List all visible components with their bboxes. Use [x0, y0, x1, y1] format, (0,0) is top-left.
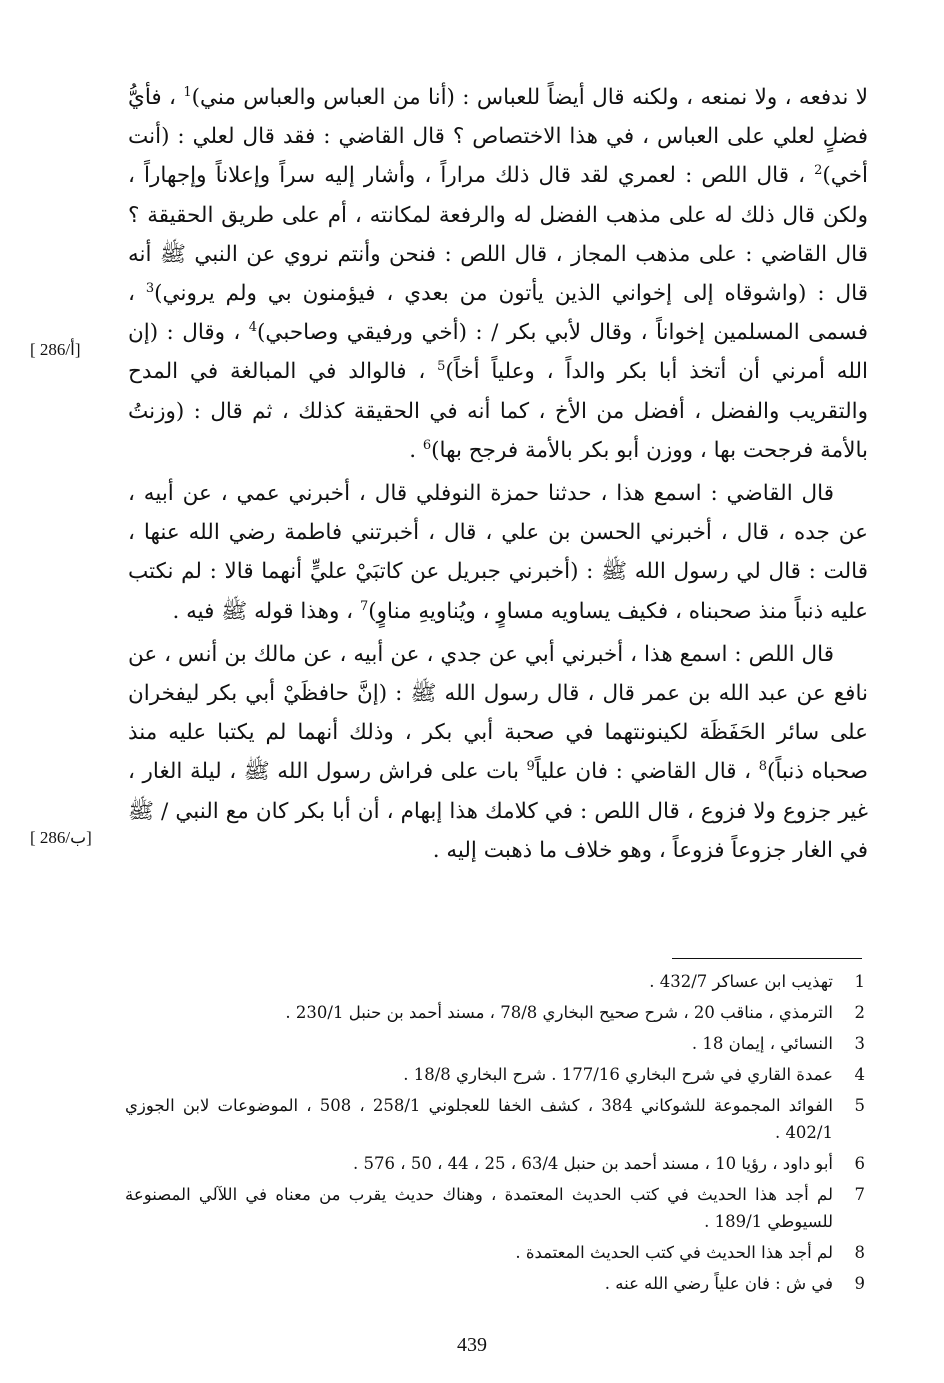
- footnote-number: 4: [854, 1065, 865, 1084]
- footnote-ref: 1: [183, 84, 192, 100]
- text-segment: .: [409, 437, 423, 463]
- footnote-number: 1: [854, 972, 865, 991]
- footnote-ref: 4: [248, 320, 258, 336]
- footnote-number: 5: [854, 1096, 865, 1115]
- footnote-ref: 2: [814, 163, 823, 179]
- text-segment: ، قال اللص : لعمري لقد قال ذلك مراراً ، وأشار إليه سراً وإعلاناً وإجهاراً ، ولكن قال ذلك له على مذهب الفضل له والرفعة لمكانته ، أم على طريق الحقيقة ؟ قال القاضي : على مذهب المجاز ، قال اللص : فنحن وأنتم نروي عن النبي ﷺ أنه قال : (واشوقاه إلى إخواني الذين يأتون من بعدي ، فيؤمنون بي ولم يروني): [128, 163, 869, 307]
- text-segment: بات على فراش رسول الله ﷺ ، ليلة الغار ، غير جزوع ولا فزوع ، قال اللص : في كلامك هذا إبهام ، أن أبا بكر كان مع النبي / ﷺ في الغار جزوعاً فزوعاً ، وهو خلاف ما ذهبت إليه .: [128, 759, 868, 863]
- footnote-ref: 8: [758, 759, 767, 775]
- footnote-number: 7: [854, 1185, 865, 1204]
- footnote: [125, 968, 865, 995]
- text-segment: قال القاضي : اسمع هذا ، حدثنا حمزة النوفلي قال ، أخبرني عمي ، عن أبيه ، عن جده ، قال ، أخبرني الحسن بن علي ، قال ، أخبرتني فاطمة رضي الله عنها ، قالت : قال لي رسول الله ﷺ : (أخبرني جبريل عن كاتبَيْ عليٍّ أنهما قالا : لم نكتب عليه ذنباً منذ صحبناه ، فكيف يساويه مساوٍ ، ويُناويهِ مناوٍ): [128, 481, 868, 624]
- text-segment: ، وهذا قوله ﷺ فيه .: [172, 598, 360, 624]
- footnotes: [125, 968, 865, 1301]
- footnote: [125, 1092, 865, 1146]
- margin-note-286a: [ 286/أ]: [30, 340, 81, 359]
- text-segment: قال اللص : اسمع هذا ، أخبرني أبي عن جدي ، عن أبيه ، عن مالك بن أنس ، عن نافع عن عبد الله بن عمر قال ، قال رسول الله ﷺ : (إنَّ حافظَيْ أبي بكر ليفخران على سائر الحَفَظَة لكينونتهما في صحبة أبي بكر ، وذلك أنهما لم يكتبا عليه منذ صحباه ذنباً): [128, 641, 868, 785]
- margin-note-286b: [ 286/ب]: [30, 828, 92, 847]
- footnote-text: عمدة القاري في شرح البخاري 177/16 . شرح البخاري 18/8 .: [403, 1065, 833, 1084]
- footnote-ref: 9: [526, 759, 535, 775]
- paragraph: [128, 474, 868, 631]
- page-number: 439: [457, 1334, 487, 1356]
- footnote: [125, 1061, 865, 1088]
- footnote-ref: 6: [422, 437, 432, 453]
- text-segment: لا ندفعه ، ولا نمنعه ، ولكنه قال أيضاً للعباس : (أنا من العباس والعباس مني): [191, 85, 869, 110]
- text-segment: ، وقال : (إن الله أمرني أن أتخذ أبا بكر والداً ، وعلياً أخاً): [128, 320, 868, 385]
- footnote-separator: [672, 958, 862, 959]
- footnote-ref: 3: [145, 280, 155, 296]
- text-segment: ، قال القاضي : فان علياً: [534, 759, 759, 785]
- footnote-text: لم أجد هذا الحديث في كتب الحديث المعتمدة ، وهناك حديث يقرب من معناه في اللآلي المصنوعة للسيوطي 189/1 .: [125, 1185, 833, 1231]
- footnote-number: 8: [854, 1243, 865, 1262]
- paragraph: [128, 78, 868, 470]
- footnote-text: لم أجد هذا الحديث في كتب الحديث المعتمدة .: [515, 1243, 833, 1262]
- footnote: [125, 1270, 865, 1297]
- footnote-text: أبو داود ، رؤيا 10 ، مسند أحمد بن حنبل 63/4 ، 25 ، 44 ، 50 ، 576 .: [353, 1154, 833, 1173]
- footnote-ref: 7: [359, 598, 369, 614]
- footnote-number: 6: [854, 1154, 865, 1173]
- paragraph: [128, 635, 868, 870]
- footnote: [125, 1030, 865, 1057]
- text-segment: ، فأيُّ فضلٍ لعلي على العباس ، في هذا الاختصاص ؟ قال القاضي : فقد قال لعلي : (أنت أخي): [128, 85, 868, 189]
- footnote-ref: 5: [437, 359, 446, 375]
- footnote-number: 9: [854, 1274, 865, 1293]
- text-segment: ، فالوالد في المبالغة في المدح والتقريب والفضل ، أفضل من الأخ ، كما أنه في الحقيقة كذلك ، ثم قال : (وزنتُ بالأمة فرجحت بها ، ووزن أبو بكر بالأمة فرجح بها): [128, 359, 868, 463]
- footnote-text: الفوائد المجموعة للشوكاني 384 ، كشف الخفا للعجلوني 258/1 ، 508 ، الموضوعات لابن الجوزي 402/1 .: [125, 1096, 833, 1142]
- footnote: [125, 1181, 865, 1235]
- footnote-text: النسائي ، إيمان 18 .: [691, 1034, 833, 1053]
- footnote: [125, 1239, 865, 1266]
- footnote-text: الترمذي ، مناقب 20 ، شرح صحيح البخاري 78/8 ، مسند أحمد بن حنبل 230/1 .: [285, 1003, 833, 1022]
- footnote-number: 3: [854, 1034, 865, 1053]
- footnote-text: في ش : فان علياً رضي الله عنه .: [604, 1274, 833, 1293]
- footnote-text: تهذيب ابن عساكر 432/7 .: [649, 972, 833, 991]
- main-text: [128, 78, 868, 870]
- footnote-number: 2: [854, 1003, 865, 1022]
- footnote: [125, 1150, 865, 1177]
- footnote: [125, 999, 865, 1026]
- text-segment: ، فسمى المسلمين إخواناً ، وقال لأبي بكر / : (أخي ورفيقي وصاحبي): [128, 281, 868, 346]
